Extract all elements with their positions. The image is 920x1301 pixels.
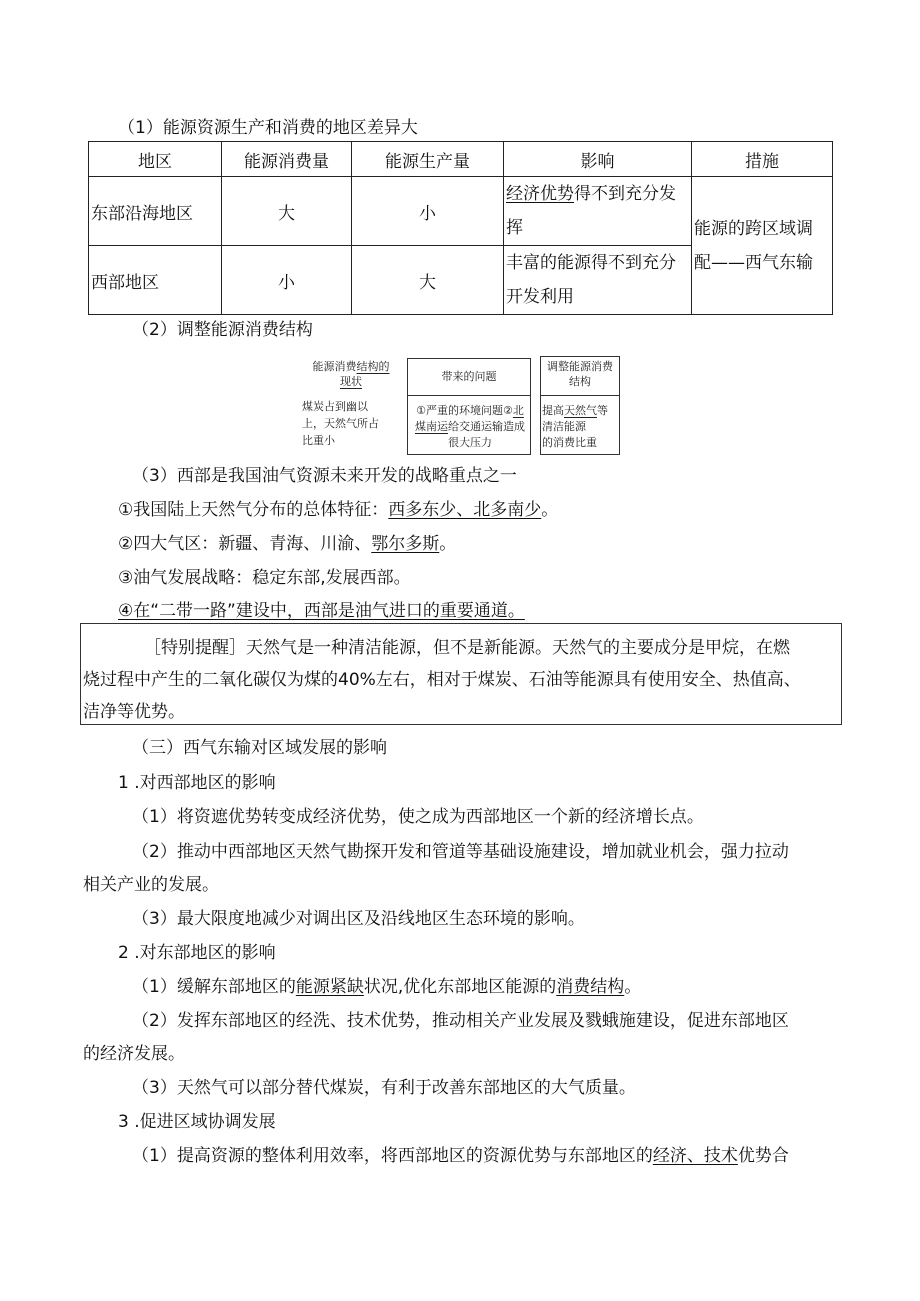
section3-item4: ④在“二带一路”建设中，西部是油气进口的重要通道。 — [118, 601, 525, 621]
diagram-problems-box — [407, 358, 531, 455]
reminder-line3: 洁净等优势。 — [83, 702, 185, 722]
diagram-col3-body: 提高天然气等 清洁能源 的消费比重 — [542, 404, 608, 449]
part3-sub2-title: 2 .对东部地区的影响 — [118, 943, 276, 963]
diagram-col3-title: 调整能源消费 结构 — [547, 360, 613, 388]
section3-item1: ①我国陆上天然气分布的总体特征：西多东少、北多南少。 — [118, 500, 559, 520]
part3-sub1-p3: （3）最大限度地减少对调出区及沿线地区生态环境的影响。 — [132, 909, 585, 929]
cell-region-east: 东部沿海地区 — [89, 177, 222, 246]
impact-text-cont: 挥 — [506, 218, 523, 238]
section3-item2: ②四大气区：新疆、青海、川渝、鄂尔多斯。 — [118, 534, 457, 554]
part3-sub2-p2-line1: （2）发挥东部地区的经洗、技术优势，推动相关产业发展及戮蛾施建设，促进东部地区 — [132, 1011, 789, 1031]
section1-heading: （1）能源资源生产和消费的地区差异大 — [118, 118, 418, 138]
table-header-row — [89, 142, 833, 177]
reminder-line2: 烧过程中产生的二氧化碳仅为煤的40%左右，相对于煤炭、石油等能源具有使用安全、热值高、 — [83, 670, 801, 690]
impact-text: 得不到充分发 — [574, 184, 676, 204]
reminder-line1: ［特别提醒］天然气是一种清洁能源，但不是新能源。天然气的主要成分是甲烷，在燃 — [144, 638, 790, 658]
cell-impact-east — [504, 177, 692, 246]
impact-line2: 开发利用 — [506, 287, 574, 307]
part3-sub1-p1: （1）将资遮优势转变成经济优势，使之成为西部地区一个新的经济增长点。 — [132, 807, 704, 827]
section3-heading: （3）西部是我国油气资源未来开发的战略重点之一 — [132, 466, 517, 486]
diagram-col1-body: 煤炭占到幽以 上，天然气所占 比重小 — [302, 400, 379, 447]
cell-consumption-west: 小 — [222, 246, 352, 315]
section3-item3: ③油气发展战略：稳定东部,发展西部。 — [118, 568, 411, 588]
measure-line2: 配——西气东输 — [694, 252, 813, 273]
cell-impact-west — [504, 246, 692, 315]
header-production: 能源生产量 — [352, 142, 504, 177]
part3-sub2-p3: （3）天然气可以部分替代煤炭，有利于改善东部地区的大气质量。 — [132, 1078, 636, 1098]
diagram-adjust-box — [540, 356, 620, 455]
part3-sub2-p2-line2: 的经济发展。 — [83, 1044, 185, 1064]
header-region: 地区 — [89, 142, 222, 177]
table-row — [89, 177, 833, 246]
impact-underlined-text: 经济优势 — [506, 184, 574, 204]
measure-line1: 能源的跨区域调 — [694, 218, 813, 239]
cell-region-west: 西部地区 — [89, 246, 222, 315]
cell-consumption-east: 大 — [222, 177, 352, 246]
cell-production-west: 大 — [352, 246, 504, 315]
energy-region-table — [88, 141, 833, 315]
part3-sub1-p2-line1: （2）推动中西部地区天然气勘探开发和管道等基础设施建设，增加就业机会，强力拉动 — [132, 842, 789, 862]
diagram-col2-body: ①严重的环境问题②北 煤南运给交通运输造成 很大压力 — [415, 404, 525, 449]
header-consumption: 能源消费量 — [222, 142, 352, 177]
diagram-col1-title: 能源消费结构的 现状 — [312, 360, 390, 388]
part3-heading: （三）西气东输对区域发展的影响 — [132, 738, 387, 758]
diagram-col2-title: 带来的问题 — [441, 370, 497, 383]
header-measure: 措施 — [692, 142, 833, 177]
part3-sub3-p1: （1）提高资源的整体利用效率，将西部地区的资源优势与东部地区的经济、技术优势合 — [132, 1146, 789, 1166]
impact-line1: 丰富的能源得不到充分 — [506, 253, 676, 273]
section2-heading: （2）调整能源消费结构 — [132, 320, 313, 340]
part3-sub1-p2-line2: 相关产业的发展。 — [83, 875, 219, 895]
part3-sub2-p1: （1）缓解东部地区的能源紧缺状况,优化东部地区能源的消费结构。 — [132, 977, 642, 997]
cell-measure — [692, 177, 833, 315]
header-impact: 影响 — [504, 142, 692, 177]
energy-structure-diagram — [300, 356, 630, 456]
part3-sub1-title: 1 .对西部地区的影响 — [118, 773, 276, 793]
part3-sub3-title: 3 .促进区域协调发展 — [118, 1112, 276, 1132]
cell-production-east: 小 — [352, 177, 504, 246]
